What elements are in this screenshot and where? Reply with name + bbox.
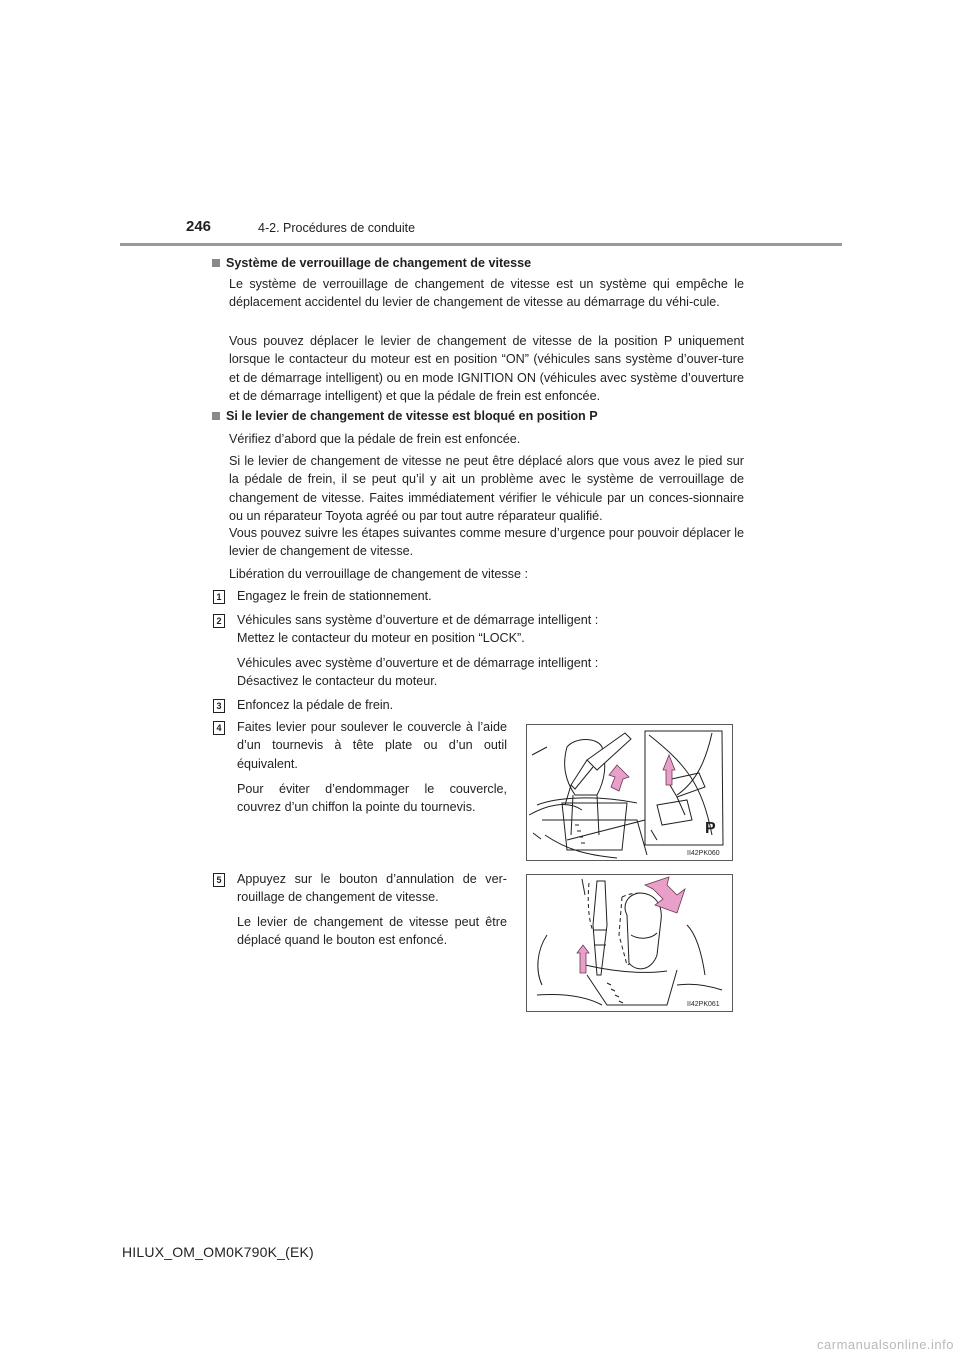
figure-code: II42PK060 xyxy=(687,850,720,857)
step-number-5: 5 xyxy=(213,873,225,887)
figure-code: II42PK061 xyxy=(687,1001,720,1008)
header-rule xyxy=(120,243,842,246)
paragraph: Vous pouvez suivre les étapes suivantes comme mesure d’urgence pour pouvoir déplacer le levier de changement de vitesse. xyxy=(229,526,744,559)
step-number-1: 1 xyxy=(213,590,225,604)
paragraph: Libération du verrouillage de changement de vitesse : xyxy=(229,567,528,581)
step-text: Enfoncez la pédale de frein. xyxy=(237,698,394,712)
park-label: P xyxy=(705,820,716,837)
watermark: carmanualsonline.info xyxy=(817,1337,954,1352)
section-title: 4-2. Procédures de conduite xyxy=(258,221,416,235)
paragraph: Le système de verrouillage de changement de vitesse est un système qui empêche le déplacement accidentel du levier de changement de vitesse au démarrage du véhi-cule. xyxy=(229,277,744,310)
square-bullet-icon xyxy=(212,412,220,420)
figure-shift-cover xyxy=(526,724,733,861)
step-text: Engagez le frein de stationnement. xyxy=(237,589,432,603)
paragraph: Si le levier de changement de vitesse ne peut être déplacé alors que vous avez le pied sur la pédale de frein, il se peut qu’il y ait un problème avec le système de verrouillage de changement de vitesse. Faites immédiatement vérifier le véhicule par un conces-sionnaire ou un réparateur Toyota agréé ou par tout autre réparateur qualifié. xyxy=(229,454,744,523)
square-bullet-icon xyxy=(212,259,220,267)
step-text: Appuyez sur le bouton d’annulation de ver-rouillage de changement de vitesse. xyxy=(237,872,507,905)
step-text: Pour éviter d’endommager le couvercle, couvrez d’un chiffon la pointe du tournevis. xyxy=(237,782,507,815)
figure-release-button xyxy=(526,874,733,1012)
paragraph: Vérifiez d’abord que la pédale de frein est enfoncée. xyxy=(229,432,521,446)
step-text: Mettez le contacteur du moteur en position “LOCK”. xyxy=(237,631,525,645)
document-id: HILUX_OM_OM0K790K_(EK) xyxy=(122,1244,314,1260)
heading-shift-lock: Système de verrouillage de changement de vitesse xyxy=(212,256,531,270)
step-number-3: 3 xyxy=(213,699,225,713)
page-number: 246 xyxy=(186,218,212,235)
step-number-4: 4 xyxy=(213,721,225,735)
step-text: Véhicules sans système d’ouverture et de démarrage intelligent : xyxy=(237,613,599,627)
release-button-illustration xyxy=(527,875,732,1011)
step-text: Véhicules avec système d’ouverture et de démarrage intelligent : xyxy=(237,656,599,670)
heading-lever-locked: Si le levier de changement de vitesse est bloqué en position P xyxy=(212,409,598,423)
arrow-icon xyxy=(609,765,629,791)
step-number-2: 2 xyxy=(213,614,225,628)
step-text: Faites levier pour soulever le couvercle à l’aide d’un tournevis à tête plate ou d’un outil équivalent. xyxy=(237,720,507,771)
step-text: Le levier de changement de vitesse peut être déplacé quand le bouton est enfoncé. xyxy=(237,915,507,948)
arrow-up-icon xyxy=(577,945,589,973)
shift-cover-illustration xyxy=(527,725,732,860)
paragraph: Vous pouvez déplacer le levier de changement de vitesse de la position P uniquement lorsque le contacteur du moteur est en position “ON” (véhicules sans système d’ouver-ture et de démarrage intelligent) ou en mode IGNITION ON (véhicules avec système d’ouverture et de démarrage intelligent) et que la pédale de frein est enfoncée. xyxy=(229,334,744,403)
step-text: Désactivez le contacteur du moteur. xyxy=(237,674,438,688)
